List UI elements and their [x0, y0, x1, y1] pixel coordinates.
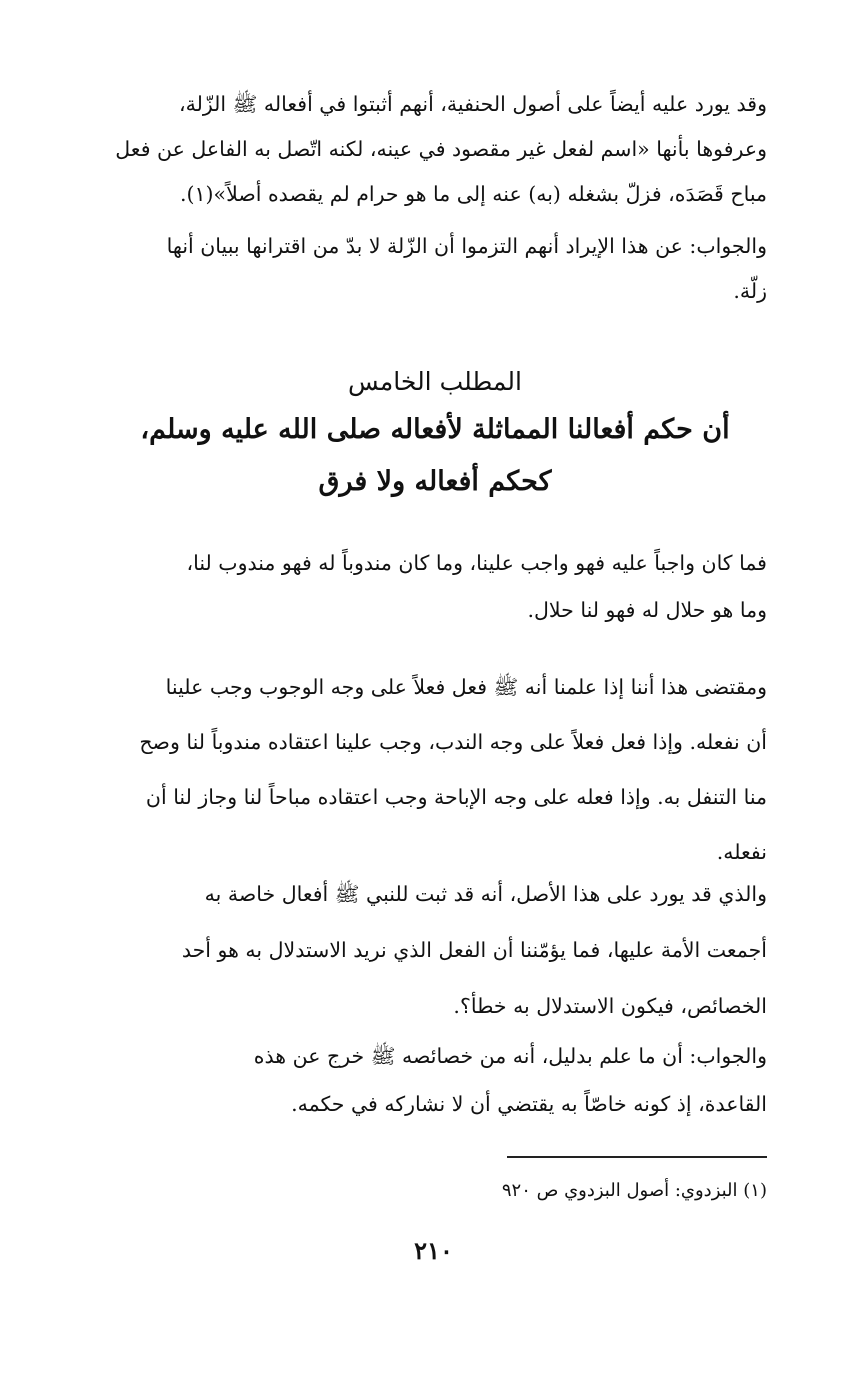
text-line: مباح قَصَدَه، فزلّ بشغله (به) عنه إلى ما هو حرام لم يقصده أصلاً»(١).	[180, 182, 767, 206]
text-line: فما كان واجباً عليه فهو واجب علينا، وما كان مندوباً له فهو مندوب لنا،	[186, 551, 767, 575]
paragraph-zalla-answer	[97, 224, 767, 314]
footnote: (١) البزدوي: أصول البزدوي ص ٩٢٠	[501, 1180, 767, 1201]
section-subtitle: المطلب الخامس	[348, 367, 522, 396]
section-title-line: كحكم أفعاله ولا فرق	[318, 466, 552, 497]
text-line: والجواب: عن هذا الإيراد أنهم التزموا أن الزّلة لا بدّ من اقترانها ببيان أنها	[166, 234, 767, 258]
text-line: والجواب: أن ما علم بدليل، أنه من خصائصه ﷺ خرج عن هذه	[253, 1044, 767, 1068]
paragraph-obligation	[97, 540, 767, 634]
paragraph-answer	[97, 1032, 767, 1128]
footnote-divider	[507, 1156, 767, 1158]
text-line: أن نفعله. وإذا فعل فعلاً على وجه الندب، وجب علينا اعتقاده مندوباً لنا وصح	[139, 730, 767, 754]
text-line: منا التنفل به. وإذا فعله على وجه الإباحة وجب اعتقاده مباحاً لنا وجاز لنا أن	[145, 785, 767, 809]
section-heading	[100, 360, 770, 508]
text-line: وعرفوها بأنها «اسم لفعل غير مقصود في عينه، لكنه اتّصل به الفاعل عن فعل	[115, 137, 767, 161]
text-line: ومقتضى هذا أننا إذا علمنا أنه ﷺ فعل فعلاً على وجه الوجوب وجب علينا	[165, 675, 767, 699]
text-line: زلّة.	[733, 279, 767, 303]
text-line: الخصائص، فيكون الاستدلال به خطأ؟.	[453, 994, 767, 1018]
text-line: أجمعت الأمة عليها، فما يؤمّننا أن الفعل الذي نريد الاستدلال به هو أحد	[181, 938, 767, 962]
text-line: نفعله.	[716, 840, 767, 864]
page-number: ٢١٠	[414, 1236, 453, 1265]
paragraph-implication	[97, 660, 767, 880]
section-title-line: أن حكم أفعالنا المماثلة لأفعاله صلى الله عليه وسلم،	[140, 414, 730, 445]
text-line: وقد يورد عليه أيضاً على أصول الحنفية، أنهم أثبتوا في أفعاله ﷺ الزّلة،	[179, 92, 767, 116]
text-line: القاعدة، إذ كونه خاصّاً به يقتضي أن لا نشاركه في حكمه.	[291, 1092, 767, 1116]
text-line: والذي قد يورد على هذا الأصل، أنه قد ثبت للنبي ﷺ أفعال خاصة به	[204, 882, 767, 906]
text-line: وما هو حلال له فهو لنا حلال.	[527, 598, 767, 622]
paragraph-zalla-definition	[97, 82, 767, 217]
paragraph-objection	[97, 866, 767, 1034]
